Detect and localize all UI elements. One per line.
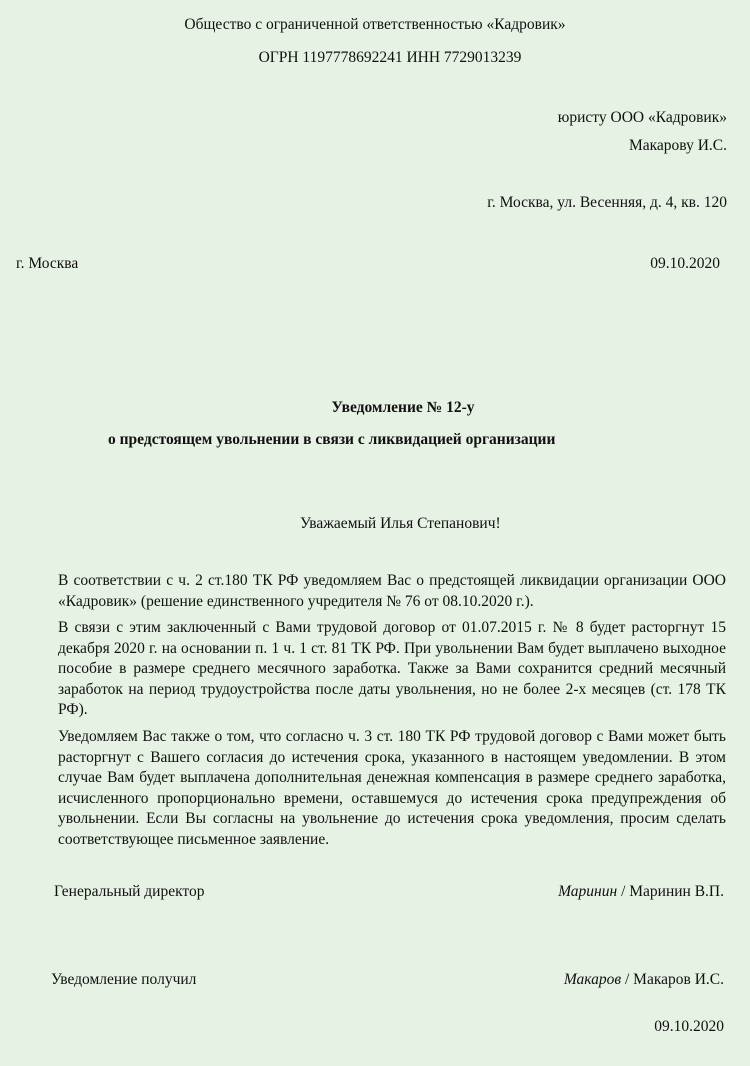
company-name: Общество с ограниченной ответственностью «Кадровик» — [184, 16, 566, 33]
addressee-name: Макарову И.С. — [628, 137, 727, 154]
notice-title: Уведомление № 12-у — [331, 399, 475, 416]
received-name: / Макаров И.С. — [625, 971, 724, 988]
document-date: 09.10.2020 — [650, 255, 720, 272]
body-paragraph-2: В связи с этим заключенный с Вами трудовой договор от 01.07.2015 г. № 8 будет расторгнут 15 декабря 2020 г. на основании п. 1 ч. 1 ст. 81 ТК РФ. При увольнении Вам будет выплачено выходное пособие в размере среднего месячного заработка. Также за Вами сохранится средний месячный заработок на период трудоустройства после даты увольнения, но не более 2-х месяцев (ст. 178 ТК РФ). — [58, 619, 726, 718]
document-city: г. Москва — [16, 255, 79, 272]
greeting: Уважаемый Илья Степанович! — [300, 515, 501, 532]
director-signature-block — [558, 882, 724, 902]
director-name: / Маринин В.П. — [621, 883, 724, 900]
received-signature-block — [564, 970, 724, 990]
addressee-position: юристу ООО «Кадровик» — [557, 109, 727, 126]
director-label: Генеральный директор — [54, 883, 205, 900]
body-paragraph-1: В соответствии с ч. 2 ст.180 ТК РФ уведомляем Вас о предстоящей ликвидации организации ООО «Кадровик» (решение единственного учредителя № 76 от 08.10.2020 г.). — [58, 572, 726, 610]
addressee-address: г. Москва, ул. Весенняя, д. 4, кв. 120 — [487, 194, 727, 211]
received-signature: Макаров — [563, 971, 622, 988]
notice-subtitle: о предстоящем увольнении в связи с ликвидацией организации — [108, 431, 556, 448]
received-date: 09.10.2020 — [654, 1018, 724, 1035]
director-signature: Маринин — [558, 883, 618, 900]
company-registration: ОГРН 1197778692241 ИНН 7729013239 — [258, 49, 522, 66]
body-paragraph-3: Уведомляем Вас также о том, что согласно ч. 3 ст. 180 ТК РФ трудовой договор с Вами может быть расторгнут с Вашего согласия до истечения срока, указанного в настоящем уведомлении. В этом случае Вам будет выплачена дополнительная денежная компенсация в размере среднего заработка, исчисленного пропорционально времени, оставшемуся до истечения срока предупреждения об увольнении. Если Вы согласны на увольнение до истечения срока уведомления, просим сделать соответствующее письменное заявление. — [58, 728, 726, 848]
received-label: Уведомление получил — [51, 971, 197, 988]
